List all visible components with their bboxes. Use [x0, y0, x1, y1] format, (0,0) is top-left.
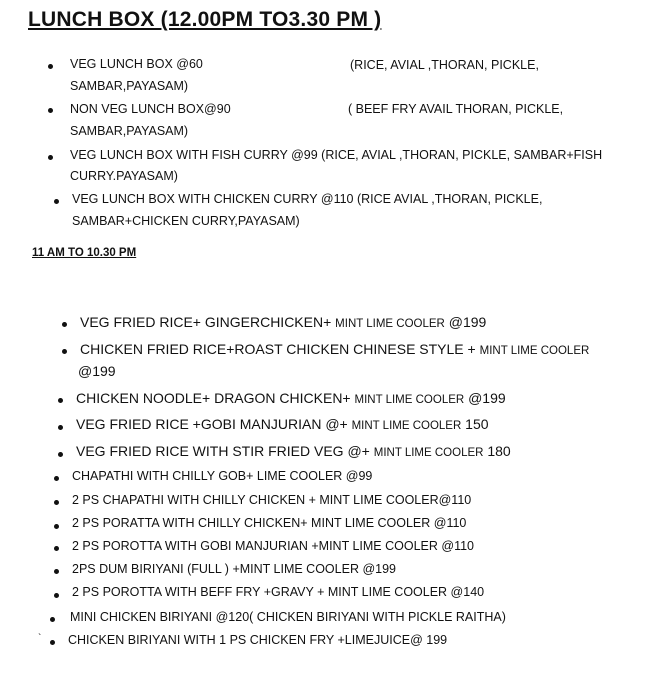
- combo-item-4-drink: MINT LIME COOLER: [351, 420, 462, 432]
- bullet: [50, 617, 55, 622]
- lunch-box-title: LUNCH BOX (12.00PM TO3.30 PM ): [28, 8, 382, 31]
- other-item-1: CHAPATHI WITH CHILLY GOB+ LIME COOLER @99: [72, 469, 373, 483]
- bullet: [48, 155, 53, 160]
- lunch-item-1-desc: (RICE, AVIAL ,THORAN, PICKLE,: [350, 58, 539, 72]
- combo-item-4-price: 150: [461, 416, 489, 432]
- bullet: [54, 569, 59, 574]
- combo-item-5-main: VEG FRIED RICE WITH STIR FRIED VEG @+: [76, 443, 374, 459]
- lunch-item-3-line2: CURRY.PAYASAM): [70, 169, 178, 183]
- combo-item-5-drink: MINT LIME COOLER: [373, 447, 484, 459]
- other-item-3: 2 PS PORATTA WITH CHILLY CHICKEN+ MINT LIME COOLER @110: [72, 516, 467, 530]
- combo-item-2: [80, 340, 589, 360]
- bullet: [54, 593, 59, 598]
- combo-item-1-price: @199: [444, 314, 487, 330]
- other-item-6: 2 PS POROTTA WITH BEFF FRY +GRAVY + MINT LIME COOLER @140: [72, 585, 485, 599]
- bullet: [54, 524, 59, 529]
- bullet: [58, 398, 63, 403]
- lunch-item-3-line1: VEG LUNCH BOX WITH FISH CURRY @99 (RICE, AVIAL ,THORAN, PICKLE, SAMBAR+FISH: [70, 148, 603, 162]
- timing-subheading: 11 AM TO 10.30 PM: [32, 247, 137, 259]
- combo-item-1: [80, 313, 486, 333]
- other-item-4: 2 PS POROTTA WITH GOBI MANJURIAN +MINT LIME COOLER @110: [72, 539, 474, 553]
- bullet: [62, 349, 67, 354]
- lunch-item-2-line1: NON VEG LUNCH BOX@90: [70, 102, 231, 116]
- bullet: [54, 546, 59, 551]
- bullet: [58, 425, 63, 430]
- combo-item-3-main: CHICKEN NOODLE+ DRAGON CHICKEN+: [76, 390, 355, 406]
- combo-item-3-price: @199: [464, 390, 506, 406]
- bullet: [54, 476, 59, 481]
- lunch-item-1-line2: SAMBAR,PAYASAM): [70, 79, 189, 93]
- lunch-item-4-line1: VEG LUNCH BOX WITH CHICKEN CURRY @110 (RICE AVIAL ,THORAN, PICKLE,: [72, 192, 543, 206]
- bullet: [54, 199, 59, 204]
- combo-item-1-drink: MINT LIME COOLER: [335, 318, 445, 330]
- combo-item-1-main: VEG FRIED RICE+ GINGERCHICKEN+: [80, 314, 336, 330]
- lunch-item-2-line2: SAMBAR,PAYASAM): [70, 124, 189, 138]
- bullet: [58, 452, 63, 457]
- combo-item-2-main: CHICKEN FRIED RICE+ROAST CHICKEN CHINESE STYLE +: [80, 341, 480, 357]
- combo-item-4: [76, 415, 489, 435]
- combo-item-5: [76, 442, 511, 462]
- combo-item-2-price: @199: [78, 363, 116, 379]
- lunch-item-4-line2: SAMBAR+CHICKEN CURRY,PAYASAM): [72, 214, 300, 228]
- lunch-item-2-desc: ( BEEF FRY AVAIL THORAN, PICKLE,: [348, 102, 564, 116]
- bullet: [62, 322, 67, 327]
- lunch-item-1-line1: VEG LUNCH BOX @60: [70, 57, 203, 71]
- bullet: [50, 640, 55, 645]
- combo-item-2-drink: MINT LIME COOLER: [479, 345, 590, 357]
- combo-item-5-price: 180: [483, 443, 511, 459]
- stray-mark: `: [38, 633, 42, 644]
- combo-item-3: [76, 389, 506, 409]
- bullet: [54, 500, 59, 505]
- other-item-5: 2PS DUM BIRIYANI (FULL ) +MINT LIME COOLER @199: [72, 562, 396, 576]
- other-item-2: 2 PS CHAPATHI WITH CHILLY CHICKEN + MINT LIME COOLER@110: [72, 493, 472, 507]
- other-item-7: MINI CHICKEN BIRIYANI @120( CHICKEN BIRIYANI WITH PICKLE RAITHA): [70, 610, 506, 624]
- combo-item-3-drink: MINT LIME COOLER: [354, 394, 465, 406]
- other-item-8: CHICKEN BIRIYANI WITH 1 PS CHICKEN FRY +LIMEJUICE@ 199: [68, 633, 448, 647]
- bullet: [48, 108, 53, 113]
- combo-item-4-main: VEG FRIED RICE +GOBI MANJURIAN @+: [76, 416, 352, 432]
- bullet: [48, 64, 53, 69]
